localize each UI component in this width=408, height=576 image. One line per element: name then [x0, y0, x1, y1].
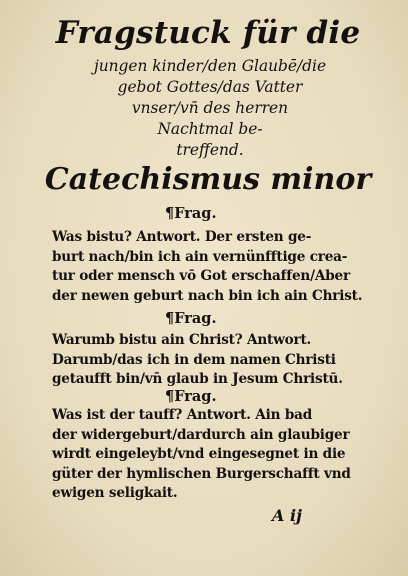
subtitle-line: jungen kinder/den Glaubē/die	[93, 57, 327, 75]
subtitle-line: gebot Gottes/das Vatter	[117, 78, 303, 96]
text-line: Was ist der tauff? Antwort. Ain bad	[52, 407, 313, 423]
text-line: tur oder mensch vō Got erschaffen/Aber	[52, 268, 350, 284]
page-title: Fragstuck für die	[55, 15, 361, 51]
section-body	[52, 406, 372, 504]
subtitle-line: vnser/vn̄ des herren	[131, 99, 289, 117]
latin-title: Catechismus minor	[44, 162, 372, 197]
subtitle-line: Nachtmal be-	[157, 120, 263, 138]
subtitle	[64, 56, 356, 161]
subtitle-line: treffend.	[176, 141, 244, 159]
text-line: güter der hymlischen Burgerschafft vnd	[52, 465, 351, 482]
text-line: ewigen seligkait.	[52, 485, 178, 501]
section-body	[52, 331, 372, 390]
text-line: Darumb/das ich in dem namen Christi	[52, 351, 336, 368]
text-line: getaufft bin/vn̄ glaub in Jesum Christū.	[52, 371, 343, 387]
text-line: der widergeburt/dardurch ain glaubiger	[52, 426, 350, 443]
section-body	[52, 228, 372, 306]
text-line: der newen geburt nach bin ich ain Christ.	[52, 287, 363, 304]
section-heading: ¶Frag.	[165, 205, 217, 222]
text-line: Was bistu? Antwort. Der ersten ge-	[52, 229, 312, 245]
text-line: wirdt eingeleybt/vnd eingesegnet in die	[52, 446, 346, 462]
section-heading: ¶Frag.	[165, 310, 217, 327]
signature-mark: A ij	[272, 506, 302, 525]
text-line: Warumb bistu ain Christ? Antwort.	[52, 332, 312, 348]
section-heading: ¶Frag.	[165, 388, 217, 405]
text-line: burt nach/bin ich ain vernünfftige crea-	[52, 248, 348, 265]
